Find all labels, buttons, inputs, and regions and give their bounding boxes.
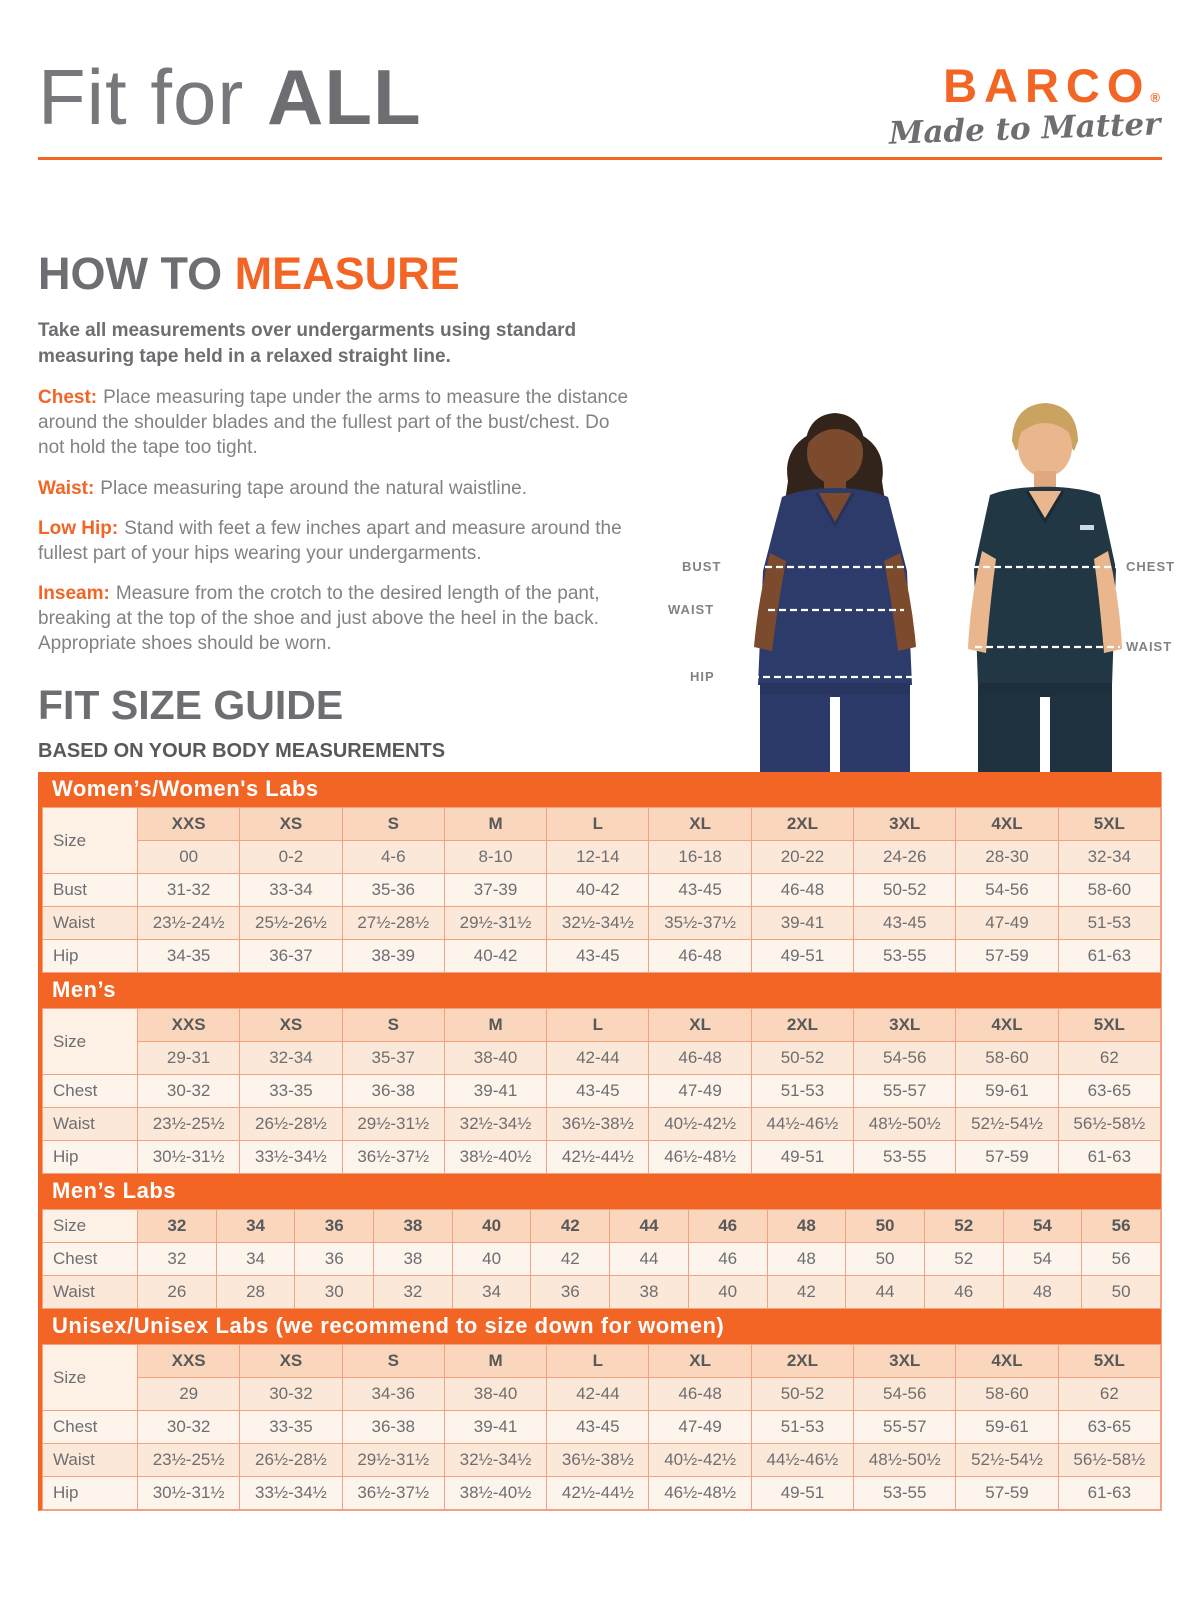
size-value-cell: 8-10 [444,841,546,874]
size-value-cell: 47-49 [649,1075,751,1108]
size-column-header: S [342,808,444,841]
table-banner: Unisex/Unisex Labs (we recommend to size down for women) [42,1309,1161,1344]
size-value-cell: 35-37 [342,1042,444,1075]
size-value-cell: 51-53 [1058,907,1160,940]
fit-size-guide-title: FIT SIZE GUIDE [38,682,344,728]
size-column-header: 40 [452,1210,531,1243]
size-value-cell: 30-32 [138,1411,240,1444]
measure-item-lowhip [38,516,638,566]
chest-label: CHEST [1126,559,1176,574]
size-value-cell: 49-51 [751,1141,853,1174]
size-column-header: 36 [295,1210,374,1243]
size-value-cell: 46 [688,1243,767,1276]
row-label: Waist [43,907,138,940]
how-to-measure-title [38,248,638,300]
size-value-cell: 47-49 [649,1411,751,1444]
table-row [43,1444,1161,1477]
size-value-cell: 52½-54½ [956,1108,1058,1141]
size-value-cell: 48 [767,1243,846,1276]
size-value-cell: 29½-31½ [342,1108,444,1141]
table-row [43,907,1161,940]
size-value-cell: 49-51 [751,940,853,973]
size-value-cell: 28 [216,1276,295,1309]
size-column-header: 48 [767,1210,846,1243]
size-table-section-0 [42,772,1161,973]
size-value-cell: 39-41 [444,1075,546,1108]
size-value-cell: 29-31 [138,1042,240,1075]
size-value-cell: 51-53 [751,1411,853,1444]
size-column-header: 4XL [956,1345,1058,1378]
size-value-cell: 28-30 [956,841,1058,874]
table-row [43,1042,1161,1075]
size-value-cell: 36 [531,1276,610,1309]
size-value-cell: 4-6 [342,841,444,874]
size-value-cell: 43-45 [649,874,751,907]
size-column-header: XXS [138,1009,240,1042]
size-value-cell: 48½-50½ [854,1108,956,1141]
size-table [42,1209,1161,1309]
size-column-header: 2XL [751,808,853,841]
size-column-header: L [547,808,649,841]
size-value-cell: 53-55 [854,1477,956,1510]
page-title-light: Fit for [38,53,245,141]
size-value-cell: 46 [924,1276,1003,1309]
size-column-header: S [342,1009,444,1042]
size-value-cell: 30 [295,1276,374,1309]
size-value-cell: 44 [846,1276,925,1309]
size-column-header: S [342,1345,444,1378]
size-value-cell: 38 [374,1243,453,1276]
size-value-cell: 63-65 [1058,1075,1160,1108]
size-value-cell: 46-48 [751,874,853,907]
size-value-cell: 58-60 [1058,874,1160,907]
size-value-cell: 32½-34½ [444,1444,546,1477]
size-value-cell: 23½-24½ [138,907,240,940]
size-value-cell: 51-53 [751,1075,853,1108]
size-value-cell: 33-35 [240,1075,342,1108]
size-column-header: 2XL [751,1345,853,1378]
size-value-cell: 50 [846,1243,925,1276]
size-column-header: 54 [1003,1210,1082,1243]
size-value-cell: 34 [452,1276,531,1309]
size-table [42,1008,1161,1174]
size-value-cell: 62 [1058,1378,1160,1411]
size-value-cell: 42-44 [547,1042,649,1075]
table-row [43,1141,1161,1174]
size-column-header: 5XL [1058,1345,1160,1378]
size-value-cell: 56 [1082,1243,1161,1276]
size-value-cell: 0-2 [240,841,342,874]
size-column-header: L [547,1009,649,1042]
row-label: Waist [43,1276,138,1309]
size-value-cell: 44 [610,1243,689,1276]
row-label: Waist [43,1444,138,1477]
size-value-cell: 32-34 [240,1042,342,1075]
size-value-cell: 38-40 [444,1042,546,1075]
size-column-header: XL [649,1009,751,1042]
size-corner-cell: Size [43,808,138,874]
size-table-section-2 [42,1174,1161,1309]
size-value-cell: 46-48 [649,1378,751,1411]
table-row [43,1411,1161,1444]
hip-label: HIP [690,669,715,684]
size-value-cell: 33½-34½ [240,1141,342,1174]
size-value-cell: 26½-28½ [240,1108,342,1141]
size-value-cell: 40 [688,1276,767,1309]
size-value-cell: 34 [216,1243,295,1276]
size-value-cell: 54 [1003,1243,1082,1276]
size-value-cell: 46½-48½ [649,1477,751,1510]
size-table [42,1344,1161,1510]
size-value-cell: 59-61 [956,1075,1058,1108]
size-value-cell: 35-36 [342,874,444,907]
woman-waist-label: WAIST [668,602,715,617]
size-value-cell: 48 [1003,1276,1082,1309]
size-column-header: 46 [688,1210,767,1243]
size-value-cell: 42½-44½ [547,1477,649,1510]
size-value-cell: 47-49 [956,907,1058,940]
bust-label: BUST [682,559,722,574]
size-value-cell: 40-42 [547,874,649,907]
table-row [43,1477,1161,1510]
size-column-header: XL [649,808,751,841]
table-row [43,874,1161,907]
size-value-cell: 32½-34½ [444,1108,546,1141]
size-value-cell: 36½-38½ [547,1444,649,1477]
table-row [43,841,1161,874]
size-value-cell: 23½-25½ [138,1444,240,1477]
how-to-measure-title-gray: HOW TO [38,248,223,299]
size-value-cell: 34-35 [138,940,240,973]
size-column-header: 50 [846,1210,925,1243]
measure-item-waist [38,476,638,501]
table-row [43,1075,1161,1108]
size-value-cell: 50-52 [854,874,956,907]
size-value-cell: 61-63 [1058,940,1160,973]
size-value-cell: 63-65 [1058,1411,1160,1444]
size-value-cell: 36-38 [342,1075,444,1108]
size-value-cell: 62 [1058,1042,1160,1075]
size-value-cell: 36½-37½ [342,1141,444,1174]
size-column-header: M [444,808,546,841]
size-value-cell: 55-57 [854,1411,956,1444]
size-value-cell: 36½-38½ [547,1108,649,1141]
size-value-cell: 12-14 [547,841,649,874]
size-column-header: M [444,1009,546,1042]
size-value-cell: 39-41 [751,907,853,940]
table-banner: Men’s [42,973,1161,1008]
size-value-cell: 50 [1082,1276,1161,1309]
woman-model [752,413,918,773]
size-column-header: XXS [138,808,240,841]
page-title-bold: ALL [267,53,422,141]
size-value-cell: 36 [295,1243,374,1276]
size-value-cell: 16-18 [649,841,751,874]
size-column-header: 3XL [854,808,956,841]
size-value-cell: 36½-37½ [342,1477,444,1510]
size-column-header: 2XL [751,1009,853,1042]
row-label: Hip [43,1141,138,1174]
size-value-cell: 20-22 [751,841,853,874]
size-corner-cell: Size [43,1210,138,1243]
size-value-cell: 54-56 [854,1378,956,1411]
size-value-cell: 30½-31½ [138,1141,240,1174]
size-column-header: XS [240,808,342,841]
size-value-cell: 33-35 [240,1411,342,1444]
size-column-header: M [444,1345,546,1378]
table-row [43,1108,1161,1141]
how-to-measure-section [38,248,638,671]
table-banner: Women’s/Women's Labs [42,772,1161,807]
measure-item-inseam [38,581,638,656]
table-row [43,940,1161,973]
how-to-measure-title-orange: MEASURE [234,248,460,299]
brand-block [887,59,1161,152]
size-value-cell: 42 [767,1276,846,1309]
size-column-header: 5XL [1058,1009,1160,1042]
size-column-header: 3XL [854,1345,956,1378]
size-value-cell: 56½-58½ [1058,1444,1160,1477]
header-divider [38,157,1162,160]
size-value-cell: 40½-42½ [649,1108,751,1141]
size-value-cell: 46-48 [649,1042,751,1075]
size-column-header: XXS [138,1345,240,1378]
size-value-cell: 57-59 [956,1141,1058,1174]
size-value-cell: 42 [531,1243,610,1276]
fit-size-guide-subtitle: BASED ON YOUR BODY MEASUREMENTS [38,740,446,762]
size-column-header: 4XL [956,808,1058,841]
brand-logo: BARCO® [943,59,1160,112]
size-column-header: XL [649,1345,751,1378]
size-corner-cell: Size [43,1009,138,1075]
measure-item-chest-text: Place measuring tape under the arms to measure the distance around the shoulder blades and the fullest part of the bust/chest. Do not hold the tape too tight. [38,387,629,459]
size-value-cell: 31-32 [138,874,240,907]
measure-item-inseam-text: Measure from the crotch to the desired length of the pant, breaking at the top of the shoe and just above the heel in the back. Appropriate shoes should be worn. [38,582,600,654]
measure-item-waist-label: Waist: [38,477,95,499]
registered-mark-icon: ® [1150,90,1160,105]
size-value-cell: 44½-46½ [751,1444,853,1477]
table-row [43,1243,1161,1276]
size-value-cell: 38 [610,1276,689,1309]
size-value-cell: 52 [924,1243,1003,1276]
size-value-cell: 24-26 [854,841,956,874]
row-label: Chest [43,1243,138,1276]
row-label: Hip [43,940,138,973]
size-value-cell: 30-32 [240,1378,342,1411]
size-column-header: 56 [1082,1210,1161,1243]
man-waist-label: WAIST [1126,639,1173,654]
size-value-cell: 54-56 [854,1042,956,1075]
row-label: Chest [43,1411,138,1444]
size-value-cell: 32-34 [1058,841,1160,874]
size-value-cell: 58-60 [956,1042,1058,1075]
size-value-cell: 25½-26½ [240,907,342,940]
size-column-header: 32 [138,1210,217,1243]
size-value-cell: 44½-46½ [751,1108,853,1141]
size-value-cell: 43-45 [547,1075,649,1108]
size-value-cell: 33-34 [240,874,342,907]
measurement-models-figure [660,385,1180,773]
size-value-cell: 23½-25½ [138,1108,240,1141]
size-column-header: 3XL [854,1009,956,1042]
measure-item-waist-text: Place measuring tape around the natural waistline. [100,477,527,499]
size-value-cell: 00 [138,841,240,874]
row-label: Bust [43,874,138,907]
size-value-cell: 40 [452,1243,531,1276]
size-value-cell: 37-39 [444,874,546,907]
size-column-header: 4XL [956,1009,1058,1042]
size-value-cell: 38-39 [342,940,444,973]
size-value-cell: 55-57 [854,1075,956,1108]
size-value-cell: 36-38 [342,1411,444,1444]
size-value-cell: 29 [138,1378,240,1411]
size-value-cell: 32½-34½ [547,907,649,940]
size-value-cell: 57-59 [956,940,1058,973]
table-row [43,1378,1161,1411]
size-value-cell: 48½-50½ [854,1444,956,1477]
size-table-section-3 [42,1309,1161,1510]
size-value-cell: 26½-28½ [240,1444,342,1477]
size-column-header: XS [240,1009,342,1042]
size-tables [38,772,1162,1511]
measure-item-chest [38,385,638,460]
measure-item-lowhip-text: Stand with feet a few inches apart and measure around the fullest part of your hips wearing your undergarments. [38,517,622,564]
man-model [968,403,1122,773]
size-column-header: 38 [374,1210,453,1243]
measure-item-lowhip-label: Low Hip: [38,517,119,539]
size-value-cell: 32 [374,1276,453,1309]
size-value-cell: 46½-48½ [649,1141,751,1174]
size-value-cell: 49-51 [751,1477,853,1510]
size-value-cell: 46-48 [649,940,751,973]
size-column-header: 44 [610,1210,689,1243]
size-value-cell: 29½-31½ [342,1444,444,1477]
row-label: Chest [43,1075,138,1108]
measure-intro: Take all measurements over undergarments using standard measuring tape held in a relaxed straight line. [38,320,577,367]
size-column-header: 42 [531,1210,610,1243]
size-value-cell: 43-45 [547,940,649,973]
size-value-cell: 40½-42½ [649,1444,751,1477]
size-column-header: 34 [216,1210,295,1243]
size-value-cell: 39-41 [444,1411,546,1444]
row-label: Waist [43,1108,138,1141]
size-value-cell: 58-60 [956,1378,1058,1411]
size-value-cell: 38½-40½ [444,1477,546,1510]
size-corner-cell: Size [43,1345,138,1411]
size-column-header: L [547,1345,649,1378]
size-value-cell: 42-44 [547,1378,649,1411]
size-value-cell: 38½-40½ [444,1141,546,1174]
size-table-section-1 [42,973,1161,1174]
size-value-cell: 43-45 [854,907,956,940]
size-value-cell: 26 [138,1276,217,1309]
size-value-cell: 42½-44½ [547,1141,649,1174]
size-value-cell: 61-63 [1058,1477,1160,1510]
size-value-cell: 27½-28½ [342,907,444,940]
size-value-cell: 50-52 [751,1042,853,1075]
size-column-header: 52 [924,1210,1003,1243]
table-banner: Men’s Labs [42,1174,1161,1209]
size-value-cell: 57-59 [956,1477,1058,1510]
size-value-cell: 32 [138,1243,217,1276]
size-value-cell: 54-56 [956,874,1058,907]
size-value-cell: 33½-34½ [240,1477,342,1510]
size-value-cell: 30½-31½ [138,1477,240,1510]
table-row [43,1276,1161,1309]
size-value-cell: 34-36 [342,1378,444,1411]
size-table [42,807,1161,973]
measure-item-chest-label: Chest: [38,387,98,409]
size-value-cell: 30-32 [138,1075,240,1108]
size-value-cell: 50-52 [751,1378,853,1411]
size-value-cell: 35½-37½ [649,907,751,940]
size-value-cell: 43-45 [547,1411,649,1444]
size-column-header: 5XL [1058,808,1160,841]
size-column-header: XS [240,1345,342,1378]
size-value-cell: 52½-54½ [956,1444,1058,1477]
size-value-cell: 38-40 [444,1378,546,1411]
brand-tagline: Made to Matter [887,106,1161,152]
size-value-cell: 40-42 [444,940,546,973]
size-value-cell: 36-37 [240,940,342,973]
measure-item-inseam-label: Inseam: [38,582,110,604]
models-illustration [660,385,1180,773]
size-value-cell: 59-61 [956,1411,1058,1444]
page-title [38,52,422,143]
size-value-cell: 56½-58½ [1058,1108,1160,1141]
size-value-cell: 61-63 [1058,1141,1160,1174]
size-value-cell: 29½-31½ [444,907,546,940]
size-value-cell: 53-55 [854,1141,956,1174]
row-label: Hip [43,1477,138,1510]
size-value-cell: 53-55 [854,940,956,973]
